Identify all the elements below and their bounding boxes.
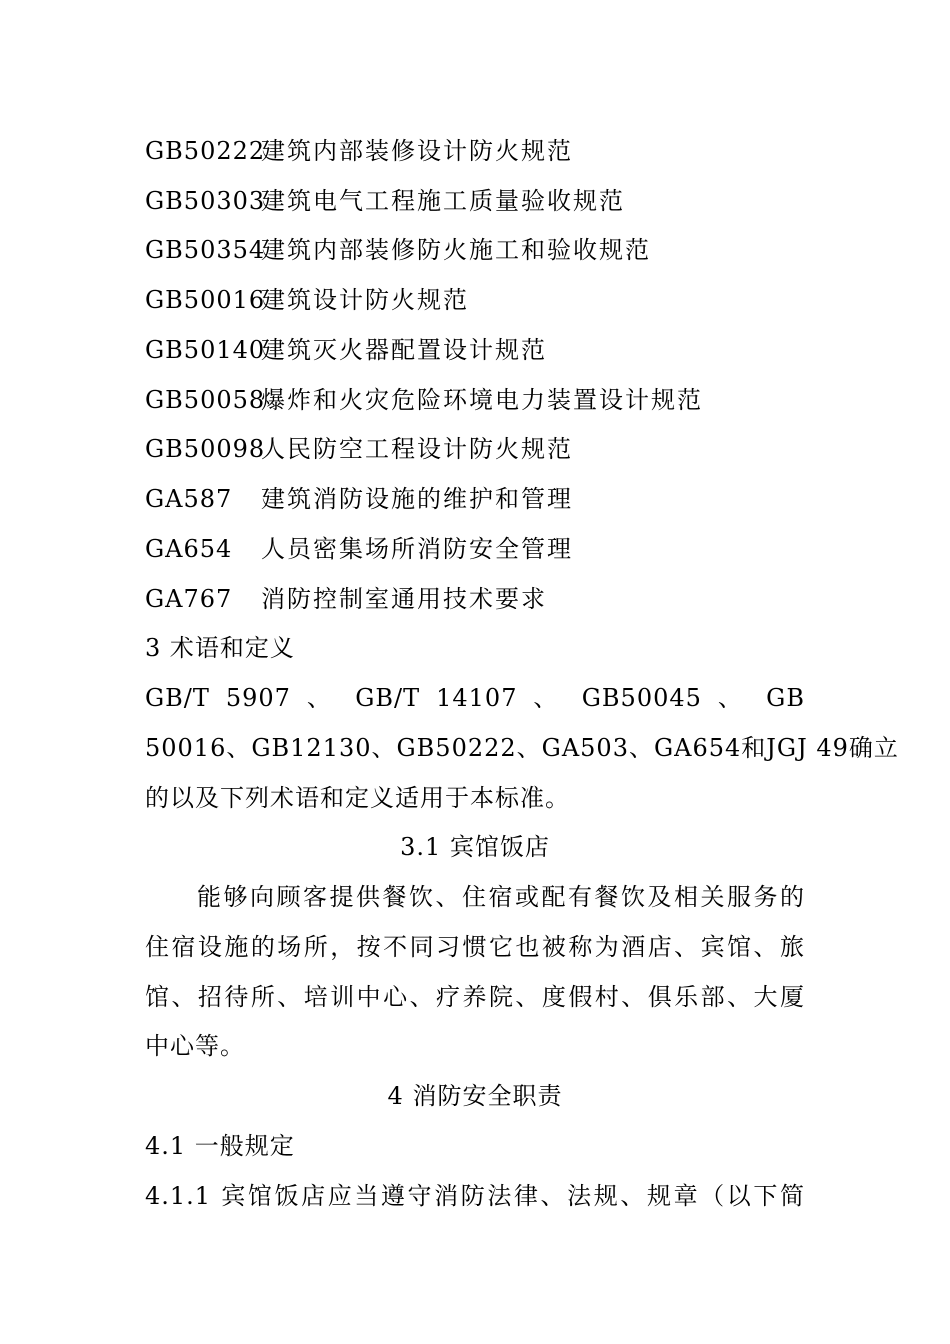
section-heading: 3 术语和定义 [145, 634, 295, 662]
reference-row [145, 181, 805, 221]
reference-title: 爆炸和火灾危险环境电力装置设计规范 [261, 386, 703, 414]
subsection-heading: 3.1 宾馆饭店 [400, 833, 550, 861]
reference-code: GB50098 [145, 435, 266, 463]
clause-line: 4.1.1 宾馆饭店应当遵守消防法律、法规、规章（以下简 [145, 1182, 805, 1210]
reference-title: 建筑内部装修防火施工和验收规范 [261, 236, 651, 264]
reference-row [145, 380, 805, 420]
reference-row [145, 529, 805, 569]
reference-code: GB50016 [145, 286, 266, 314]
paragraph-line: 中心等。 [145, 1032, 245, 1060]
reference-title: 消防控制室通用技术要求 [261, 585, 547, 613]
reference-code: GB50303 [145, 187, 266, 215]
reference-title: 建筑电气工程施工质量验收规范 [261, 187, 625, 215]
reference-row [145, 280, 805, 320]
reference-code: GB50222 [145, 137, 266, 165]
reference-title: 人民防空工程设计防火规范 [261, 435, 573, 463]
reference-code: GA587 [145, 485, 233, 513]
paragraph-line: 能够向顾客提供餐饮、住宿或配有餐饮及相关服务的 [197, 883, 805, 911]
paragraph-line: 的以及下列术语和定义适用于本标准。 [145, 784, 570, 812]
paragraph-line: 50016、GB12130、GB50222、GA503、GA654和JGJ 49确立 [145, 734, 899, 762]
reference-title: 建筑灭火器配置设计规范 [261, 336, 547, 364]
reference-title: 人员密集场所消防安全管理 [261, 535, 573, 563]
reference-code: GA767 [145, 585, 233, 613]
reference-code: GA654 [145, 535, 233, 563]
reference-code: GB50058 [145, 386, 266, 414]
reference-row [145, 579, 805, 619]
paragraph-line: GB/T 5907 、 GB/T 14107 、 GB50045 、 GB [145, 684, 805, 712]
reference-row [145, 330, 805, 370]
reference-row [145, 479, 805, 519]
paragraph-line: 住宿设施的场所，按不同习惯它也被称为酒店、宾馆、旅 [145, 933, 805, 961]
subsection-heading: 4.1 一般规定 [145, 1132, 295, 1160]
reference-title: 建筑内部装修设计防火规范 [261, 137, 573, 165]
section-heading: 4 消防安全职责 [387, 1082, 563, 1110]
reference-code: GB50140 [145, 336, 266, 364]
reference-title: 建筑设计防火规范 [261, 286, 469, 314]
reference-row [145, 230, 805, 270]
reference-row [145, 131, 805, 171]
reference-row [145, 429, 805, 469]
reference-code: GB50354 [145, 236, 266, 264]
reference-title: 建筑消防设施的维护和管理 [261, 485, 573, 513]
paragraph-line: 馆、招待所、培训中心、疗养院、度假村、俱乐部、大厦 [145, 983, 805, 1011]
